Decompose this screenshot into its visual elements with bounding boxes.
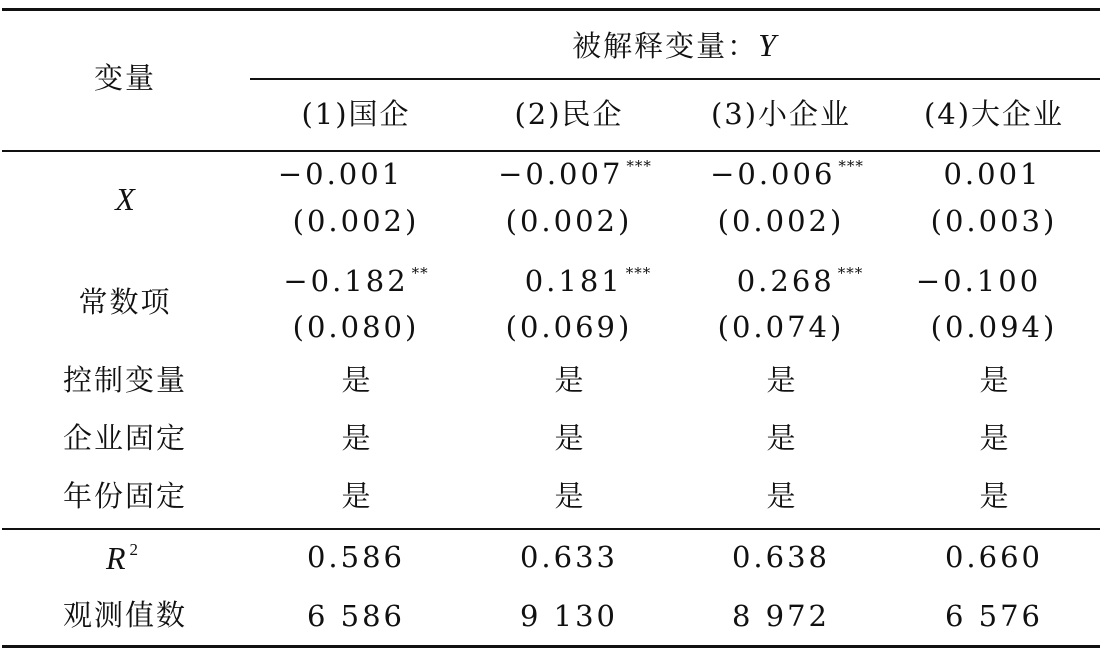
row-label-x: X	[115, 181, 135, 217]
firm-fe-2: 是	[554, 421, 584, 455]
controls-2: 是	[554, 363, 584, 397]
row-label-controls: 控制变量	[62, 363, 188, 397]
r2-4: 0.660	[944, 540, 1044, 574]
dependent-variable-symbol: Y	[758, 27, 778, 63]
const-se-4: (0.094)	[930, 310, 1058, 344]
controls-1: 是	[341, 363, 371, 397]
obs-1: 6 586	[306, 599, 406, 633]
firm-fe-3: 是	[766, 421, 796, 455]
r2-2: 0.633	[519, 540, 619, 574]
x-se-3: (0.002)	[717, 204, 845, 238]
variable-column-header: 变量	[93, 61, 157, 95]
dependent-variable-header	[572, 29, 778, 61]
x-coef-4: 0.001	[943, 157, 1042, 191]
obs-3: 8 972	[731, 599, 831, 633]
controls-4: 是	[979, 363, 1009, 397]
const-se-2: (0.069)	[505, 310, 633, 344]
firm-fe-4: 是	[979, 421, 1009, 455]
const-coef-3: 0.268 ***	[736, 264, 864, 298]
bottom-rule	[2, 645, 1100, 648]
r2-top-rule	[2, 528, 1100, 530]
row-label-year-fe: 年份固定	[62, 479, 188, 513]
obs-2: 9 130	[519, 599, 619, 633]
x-se-2: (0.002)	[505, 204, 633, 238]
const-coef-2: 0.181 ***	[524, 264, 652, 298]
header-sub-rule	[250, 78, 1100, 80]
x-coef-3: −0.006 ***	[710, 157, 864, 191]
column-header-3: (3)小企业	[710, 97, 852, 131]
x-se-1: (0.002)	[292, 204, 420, 238]
year-fe-1: 是	[341, 479, 371, 513]
dependent-variable-label: 被解释变量：	[572, 29, 759, 63]
controls-3: 是	[766, 363, 796, 397]
const-coef-1: −0.182 **	[283, 264, 429, 298]
header-bottom-rule	[2, 150, 1100, 152]
column-header-4: (4)大企业	[923, 97, 1065, 131]
x-coef-1: −0.001	[277, 157, 404, 191]
firm-fe-1: 是	[341, 421, 371, 455]
column-header-2: (2)民企	[514, 97, 624, 131]
year-fe-3: 是	[766, 479, 796, 513]
row-label-constant: 常数项	[78, 285, 172, 319]
row-label-observations: 观测值数	[62, 598, 188, 632]
column-header-1: (1)国企	[301, 97, 411, 131]
year-fe-2: 是	[554, 479, 584, 513]
year-fe-4: 是	[979, 479, 1009, 513]
x-se-4: (0.003)	[930, 204, 1058, 238]
row-label-firm-fe: 企业固定	[62, 421, 188, 455]
const-se-1: (0.080)	[292, 310, 420, 344]
x-coef-2: −0.007 ***	[498, 157, 652, 191]
top-rule	[2, 8, 1100, 11]
r2-3: 0.638	[731, 540, 831, 574]
row-label-r2: R $^2$	[105, 540, 139, 576]
obs-4: 6 576	[944, 599, 1044, 633]
r2-1: 0.586	[306, 540, 406, 574]
const-se-3: (0.074)	[717, 310, 845, 344]
const-coef-4: −0.100	[915, 264, 1042, 298]
